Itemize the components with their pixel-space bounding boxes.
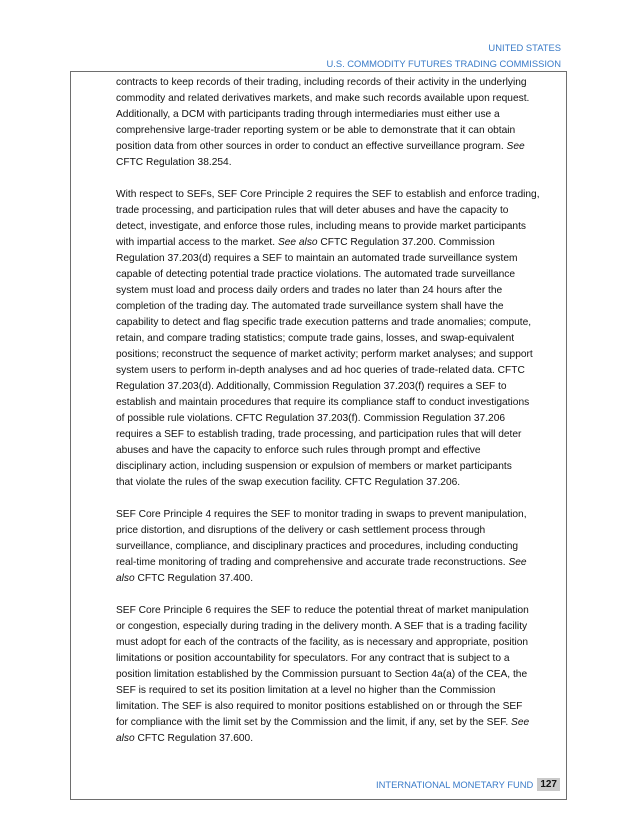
italic-citation-signal: See (511, 717, 530, 728)
body-text (116, 75, 564, 763)
text-line: Additionally, a DCM with participants trading through intermediaries must either use a (116, 109, 500, 120)
running-footer (376, 776, 560, 792)
text-line: establish and maintain procedures that require its compliance staff to conduct investigations (116, 397, 530, 408)
text-line (116, 555, 564, 571)
text-line: commodity and related derivatives markets, and make such records available upon request. (116, 93, 530, 104)
text-line: requires a SEF to establish trading, trade processing, and participation rules that will deter (116, 429, 522, 440)
text-line: SEF Core Principle 4 requires the SEF to monitor trading in swaps to prevent manipulation, (116, 509, 527, 520)
text-run: CFTC Regulation 37.400. (134, 573, 254, 584)
paragraph (116, 507, 564, 587)
text-line: contracts to keep records of their trading, including records of their activity in the underlying (116, 77, 527, 88)
text-line: limitations or position accountability for speculators. For any contract that is subject to a (116, 653, 510, 664)
text-line: Regulation 37.203(d) requires a SEF to maintain an automated trade surveillance system (116, 253, 518, 264)
page-number: 127 (537, 778, 560, 791)
italic-citation-signal: See (506, 141, 525, 152)
paragraph (116, 75, 564, 171)
text-line (116, 235, 564, 251)
text-line: comprehensive large-trader reporting system or be able to demonstrate that it can obtain (116, 125, 516, 136)
italic-citation-signal: See also (277, 237, 318, 248)
text-line: system users to perform in-depth analyses and ad hoc queries of trade-related data. CFTC (116, 365, 525, 376)
text-line: price distortion, and disruptions of the delivery or cash settlement process through (116, 525, 486, 536)
text-run: real-time monitoring of trading and comprehensive and accurate trade reconstructions. (116, 557, 509, 568)
text-line: of possible rule violations. CFTC Regulation 37.203(f). Commission Regulation 37.206 (116, 413, 506, 424)
italic-citation-signal: also (116, 573, 135, 584)
paragraph (116, 187, 564, 491)
header-country: UNITED STATES (488, 42, 561, 53)
text-line: surveillance, compliance, and disciplinary practices and procedures, including conducting (116, 541, 519, 552)
text-line: With respect to SEFs, SEF Core Principle 2 requires the SEF to establish and enforce trading, (116, 189, 540, 200)
text-line: retain, and compare trading statistics; compute trade gains, losses, and swap-equivalent (116, 333, 515, 344)
text-line: abuses and have the capacity to enforce such rules through prompt and effective (116, 445, 481, 456)
text-run: for compliance with the limit set by the Commission and the limit, if any, set by the SEF. (116, 717, 512, 728)
header-agency: U.S. COMMODITY FUTURES TRADING COMMISSION (326, 58, 561, 69)
text-line (116, 139, 564, 155)
text-line: that violate the rules of the swap execution facility. CFTC Regulation 37.206. (116, 477, 461, 488)
text-line: SEF Core Principle 6 requires the SEF to reduce the potential threat of market manipulation (116, 605, 529, 616)
text-line: CFTC Regulation 38.254. (116, 157, 232, 168)
text-line: positions; reconstruct the sequence of market activity; perform market analyses; and support (116, 349, 533, 360)
text-line: Regulation 37.203(d). Additionally, Commission Regulation 37.203(f) requires a SEF to (116, 381, 507, 392)
text-run: CFTC Regulation 37.600. (134, 733, 254, 744)
text-line: SEF is required to set its position limitation at a level no higher than the Commission (116, 685, 496, 696)
footer-publisher: INTERNATIONAL MONETARY FUND (376, 778, 534, 790)
text-run: position data from other sources in order to conduct an effective surveillance program. (116, 141, 507, 152)
text-line: or congestion, especially during trading in the delivery month. A SEF that is a trading facility (116, 621, 528, 632)
text-run: CFTC Regulation 37.200. Commission (317, 237, 495, 248)
text-line: position limitation established by the Commission pursuant to Section 4a(a) of the CEA, the (116, 669, 528, 680)
running-header (326, 40, 561, 72)
text-line: detect, investigate, and enforce those rules, including means to provide market participants (116, 221, 526, 232)
text-line: capability to detect and flag specific trade execution patterns and trade anomalies; compute, (116, 317, 532, 328)
italic-citation-signal: See (508, 557, 527, 568)
text-line (116, 571, 564, 587)
text-line: system must load and process daily orders and trades no later than 24 hours after the (116, 285, 503, 296)
text-line: completion of the trading day. The automated trade surveillance system shall have the (116, 301, 504, 312)
text-line (116, 715, 564, 731)
text-line: limitation. The SEF is also required to monitor positions established on or through the SEF (116, 701, 523, 712)
italic-citation-signal: also (116, 733, 135, 744)
text-line (116, 731, 564, 747)
text-run: with impartial access to the market. (116, 237, 278, 248)
text-line: capable of detecting potential trade practice violations. The automated trade surveillance (116, 269, 516, 280)
paragraph (116, 603, 564, 747)
text-line: disciplinary action, including suspension or expulsion of members or market participants (116, 461, 512, 472)
text-line: trade processing, and participation rules that will deter abuses and have the capacity to (116, 205, 509, 216)
text-line: must adopt for each of the contracts of the facility, as is necessary and appropriate, position (116, 637, 529, 648)
